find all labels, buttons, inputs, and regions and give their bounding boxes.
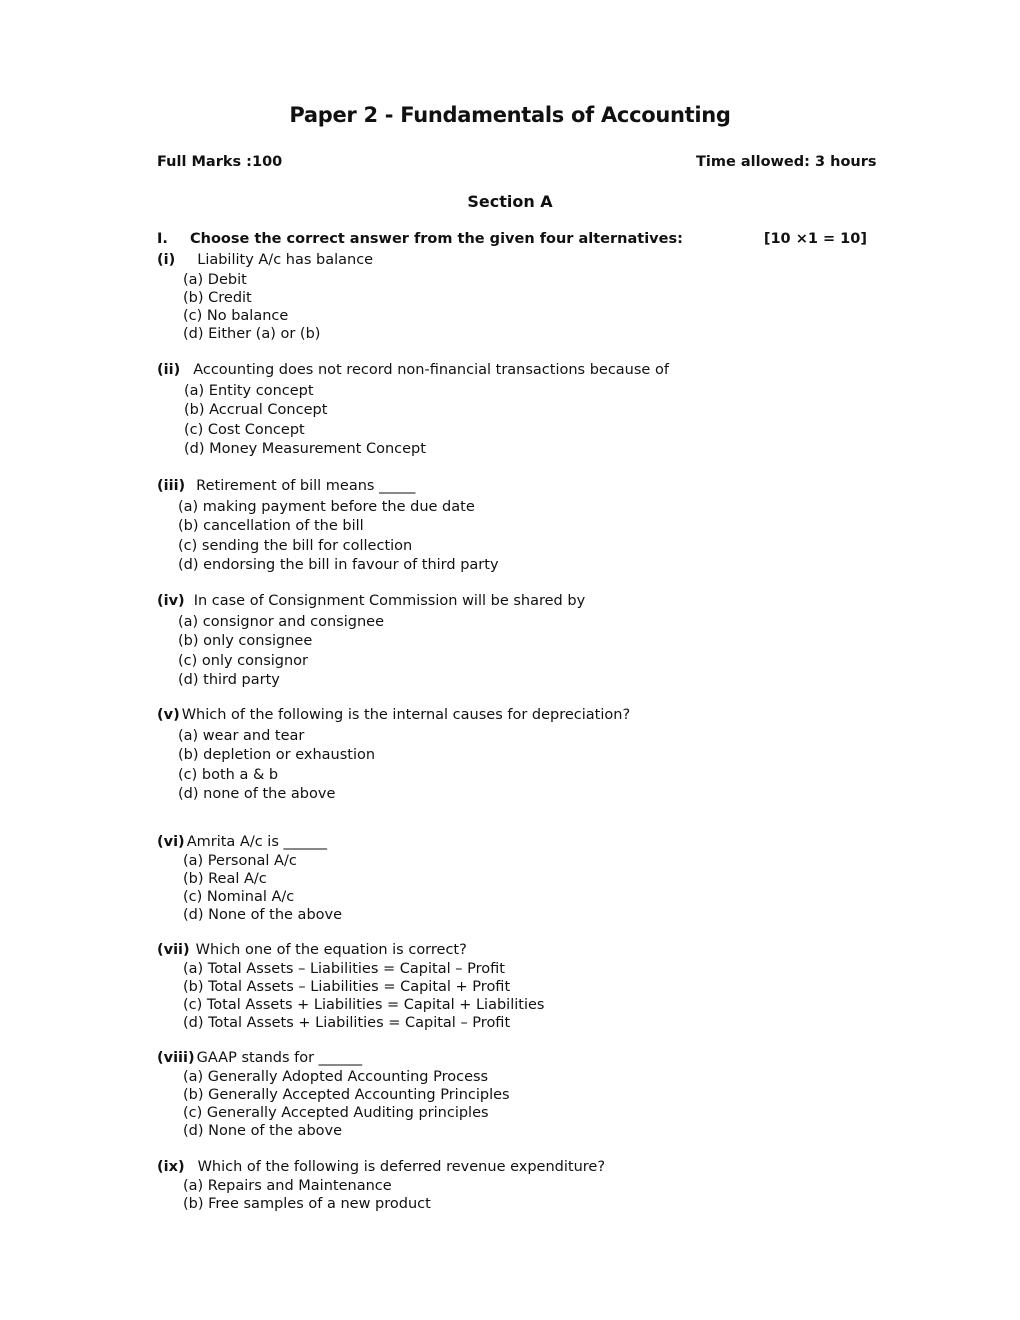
question-ix [157, 1159, 605, 1213]
question-iv [157, 593, 585, 690]
question-text: Liability A/c has balance [197, 252, 374, 268]
question-ii [157, 362, 669, 459]
page-title: Paper 2 - Fundamentals of Accounting [289, 103, 731, 127]
question-number: (i) [157, 252, 176, 268]
question-number: (v) [157, 707, 180, 723]
question-vi [157, 834, 342, 924]
option-d: (d) Either (a) or (b) [183, 326, 321, 342]
question-text: Amrita A/c is ______ [186, 834, 327, 850]
instruction-row [157, 231, 867, 251]
question-i [157, 252, 373, 343]
question-number: (ix) [157, 1159, 185, 1175]
question-number: (iii) [157, 478, 186, 494]
option-d: (d) Money Measurement Concept [184, 440, 426, 457]
option-a: (a) Personal A/c [183, 853, 297, 869]
option-c: (c) No balance [183, 308, 289, 324]
option-c: (c) sending the bill for collection [178, 537, 413, 554]
question-text: GAAP stands for ______ [196, 1050, 363, 1066]
option-c: (c) Generally Accepted Auditing principles [183, 1105, 489, 1121]
option-a: (a) Total Assets – Liabilities = Capital – Profit [183, 961, 505, 977]
option-c: (c) only consignor [178, 652, 309, 669]
option-b: (b) Total Assets – Liabilities = Capital + Profit [183, 979, 511, 995]
question-number: (viii) [157, 1050, 195, 1066]
question-text: Which of the following is the internal causes for depreciation? [181, 707, 631, 723]
question-v [157, 707, 630, 804]
option-b: (b) depletion or exhaustion [178, 747, 376, 764]
option-b: (b) Accrual Concept [184, 402, 328, 419]
option-d: (d) None of the above [183, 1123, 343, 1139]
option-a: (a) making payment before the due date [178, 499, 475, 515]
question-number: (vi) [157, 834, 185, 850]
question-text: Retirement of bill means _____ [196, 478, 416, 494]
question-iii [157, 478, 499, 575]
question-number: (ii) [157, 362, 181, 378]
option-b: (b) cancellation of the bill [178, 518, 364, 535]
option-a: (a) Entity concept [184, 383, 314, 399]
question-number: (iv) [157, 593, 185, 609]
option-d: (d) none of the above [178, 785, 336, 802]
option-c: (c) Nominal A/c [183, 889, 295, 905]
instruction-number: I. [157, 231, 168, 247]
option-a: (a) Generally Adopted Accounting Process [183, 1069, 489, 1085]
option-c: (c) Total Assets + Liabilities = Capital + Liabilities [183, 997, 545, 1013]
option-b: (b) only consignee [178, 633, 313, 650]
option-c: (c) Cost Concept [184, 421, 305, 438]
option-a: (a) Repairs and Maintenance [183, 1178, 392, 1194]
question-text: In case of Consignment Commission will be shared by [193, 593, 586, 609]
instruction-marks: [10 ×1 = 10] [763, 231, 867, 247]
question-viii [157, 1050, 510, 1140]
option-d: (d) None of the above [183, 907, 343, 923]
option-b: (b) Free samples of a new product [183, 1196, 431, 1212]
question-text: Which of the following is deferred revenue expenditure? [197, 1159, 606, 1175]
question-number: (vii) [157, 942, 190, 958]
full-marks: Full Marks :100 [157, 154, 283, 170]
time-allowed: Time allowed: 3 hours [696, 154, 877, 170]
option-d: (d) third party [178, 671, 280, 688]
section-heading: Section A [467, 192, 553, 211]
option-d: (d) endorsing the bill in favour of third party [178, 556, 499, 573]
instruction-text: Choose the correct answer from the given four alternatives: [190, 231, 683, 247]
option-b: (b) Real A/c [183, 871, 267, 887]
option-b: (b) Credit [183, 290, 252, 306]
option-a: (a) Debit [183, 272, 247, 288]
option-c: (c) both a & b [178, 766, 279, 783]
option-d: (d) Total Assets + Liabilities = Capital – Profit [183, 1015, 511, 1031]
question-text: Which one of the equation is correct? [195, 942, 467, 958]
option-b: (b) Generally Accepted Accounting Principles [183, 1087, 510, 1103]
question-text: Accounting does not record non-financial transactions because of [193, 362, 669, 378]
option-a: (a) wear and tear [178, 728, 305, 744]
question-vii [157, 942, 544, 1032]
option-a: (a) consignor and consignee [178, 614, 385, 630]
